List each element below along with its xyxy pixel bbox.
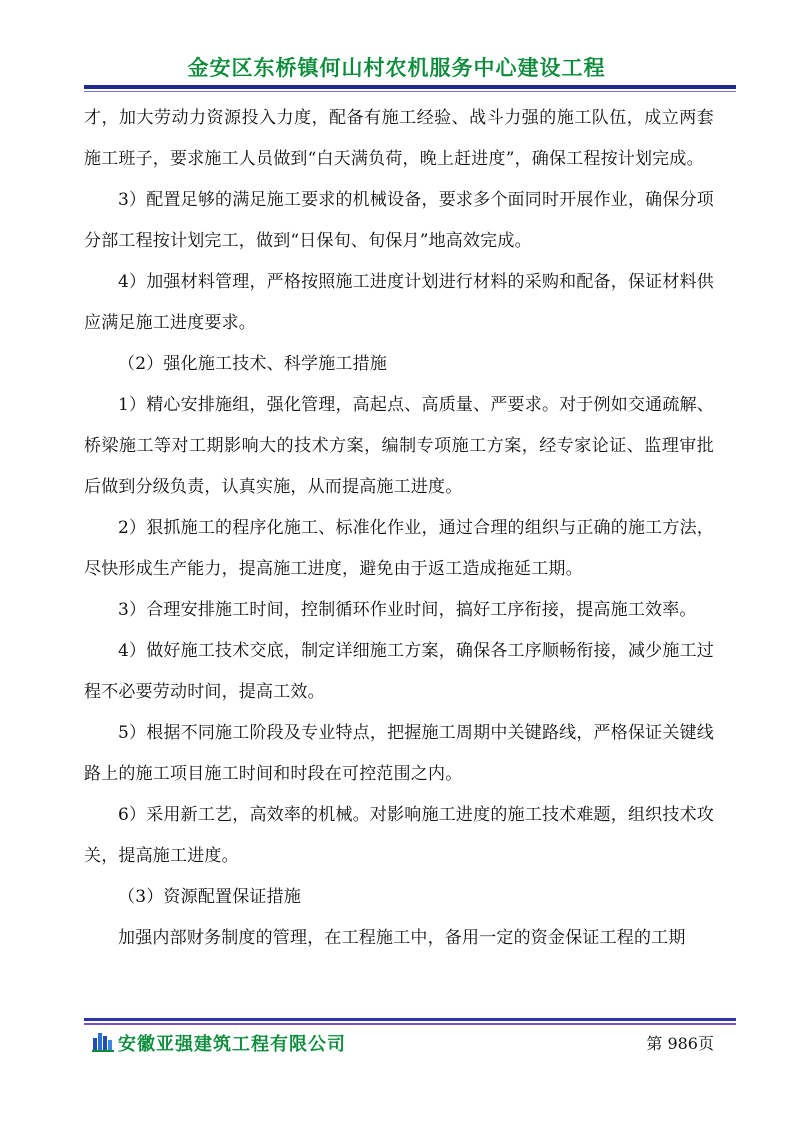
page-footer	[84, 1028, 720, 1056]
paragraph: 5）根据不同施工阶段及专业特点，把握施工周期中关键路线，严格保证关键线路上的施工项目施工时间和时段在可控范围之内。	[84, 723, 714, 784]
section-heading: （3）资源配置保证措施	[118, 887, 302, 907]
section-heading: （2）强化施工技术、科学施工措施	[118, 354, 388, 374]
document-body	[84, 98, 714, 959]
paragraph: 4）加强材料管理，严格按照施工进度计划进行材料的采购和配备，保证材料供应满足施工进度要求。	[84, 272, 714, 333]
header-rule-thin	[84, 91, 736, 92]
paragraph: 3）合理安排施工时间，控制循环作业时间，搞好工序衔接，提高施工效率。	[118, 600, 697, 620]
paragraph: 4）做好施工技术交底，制定详细施工方案，确保各工序顺畅衔接，减少施工过程不必要劳动时间，提高工效。	[84, 641, 714, 702]
paragraph: 2）狠抓施工的程序化施工、标准化作业，通过合理的组织与正确的施工方法，尽快形成生产能力，提高施工进度，避免由于返工造成拖延工期。	[84, 518, 714, 579]
footer-rule-thick	[84, 1018, 736, 1021]
paragraph: 1）精心安排施组，强化管理，高起点、高质量、严要求。对于例如交通疏解、桥梁施工等对工期影响大的技术方案，编制专项施工方案，经专家论证、监理审批后做到分级负责，认真实施，从而提高施工进度。	[84, 395, 714, 497]
paragraph: 加强内部财务制度的管理，在工程施工中，备用一定的资金保证工程的工期	[118, 928, 686, 948]
company-name: 安徽亚强建筑工程有限公司	[118, 1034, 346, 1055]
paragraph: 才，加大劳动力资源投入力度，配备有施工经验、战斗力强的施工队伍，成立两套施工班子，要求施工人员做到“白天满负荷，晚上赶进度”，确保工程按计划完成。	[84, 108, 714, 169]
header-rule-thick	[84, 85, 736, 89]
building-logo-icon	[92, 1030, 114, 1052]
page-header-title: 金安区东桥镇何山村农机服务中心建设工程	[187, 56, 606, 80]
paragraph: 3）配置足够的满足施工要求的机械设备，要求多个面同时开展作业，确保分项分部工程按计划完工，做到“日保旬、旬保月”地高效完成。	[84, 190, 714, 251]
footer-rule-thin	[84, 1023, 736, 1025]
page-number: 第 986页	[646, 1034, 714, 1053]
paragraph: 6）采用新工艺，高效率的机械。对影响施工进度的施工技术难题，组织技术攻关，提高施工进度。	[84, 805, 714, 866]
